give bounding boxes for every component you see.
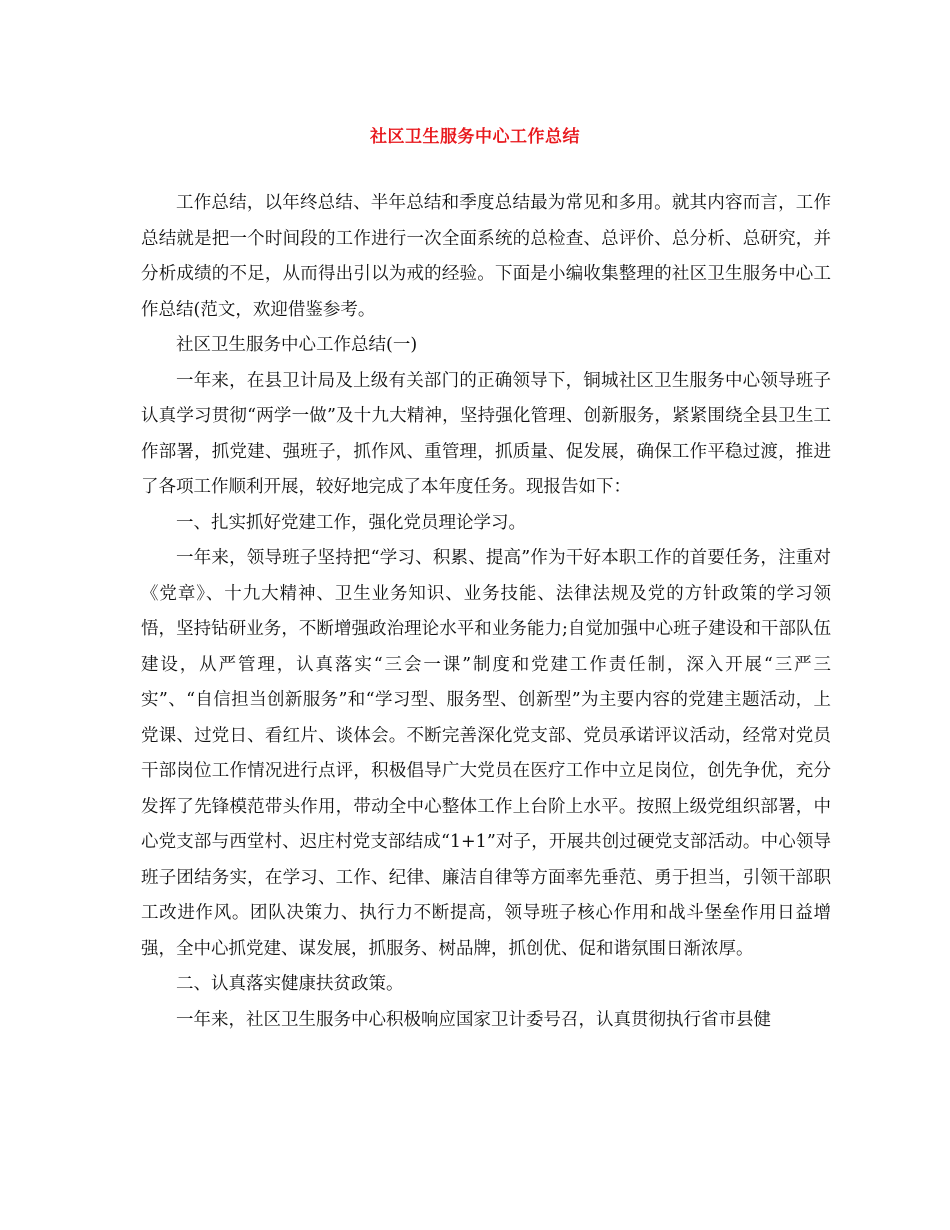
section-heading: 社区卫生服务中心工作总结(一): [176, 335, 418, 355]
body-paragraph: 一年来，领导班子坚持把“学习、积累、提高”作为干好本职工作的首要任务，注重对《党章》、十九大精神、卫生业务知识、业务技能、法律法规及党的方针政策的学习领悟，坚持钻研业务，不断增强政治理论水平和业务能力;自觉加强中心班子建设和干部队伍建设，从严管理，认真落实“三会一课”制度和党建工作责任制，深入开展“三严三实”、“自信担当创新服务”和“学习型、服务型、创新型”为主要内容的党建主题活动，上党课、过党日、看红片、谈体会。不断完善深化党支部、党员承诺评议活动，经常对党员干部岗位工作情况进行点评，积极倡导广大党员在医疗工作中立足岗位，创先争优，充分发挥了先锋模范带头作用，带动全中心整体工作上台阶上水平。按照上级党组织部署，中心党支部与西堂村、迟庄村党支部结成“1+1”对子，开展共创过硬党支部活动。中心领导班子团结务实，在学习、工作、纪律、廉洁自律等方面率先垂范、勇于担当，引领干部职工改进作风。团队决策力、执行力不断提高，领导班子核心作用和战斗堡垒作用日益增强，全中心抓党建、谋发展，抓服务、树品牌，抓创优、促和谐氛围日渐浓厚。: [141, 548, 831, 959]
document-title: 社区卫生服务中心工作总结: [370, 127, 580, 147]
document-body: [141, 186, 831, 1038]
section-heading: 二、认真落实健康扶贫政策。: [176, 974, 404, 994]
section-heading: 一、扎实抓好党建工作，强化党员理论学习。: [176, 512, 526, 533]
intro-paragraph: 工作总结，以年终总结、半年总结和季度总结最为常见和多用。就其内容而言，工作总结就是把一个时间段的工作进行一次全面系统的总检查、总评价、总分析、总研究，并分析成绩的不足，从而得出引以为戒的经验。下面是小编收集整理的社区卫生服务中心工作总结(范文，欢迎借鉴参考。: [141, 193, 831, 320]
body-paragraph: 一年来，在县卫计局及上级有关部门的正确领导下，铜城社区卫生服务中心领导班子认真学习贯彻“两学一做”及十九大精神，坚持强化管理、创新服务，紧紧围绕全县卫生工作部署，抓党建、强班子，抓作风、重管理，抓质量、促发展，确保工作平稳过渡，推进了各项工作顺利开展，较好地完成了本年度任务。现报告如下：: [141, 370, 831, 497]
body-paragraph: 一年来，社区卫生服务中心积极响应国家卫计委号召，认真贯彻执行省市县健: [176, 1009, 771, 1030]
